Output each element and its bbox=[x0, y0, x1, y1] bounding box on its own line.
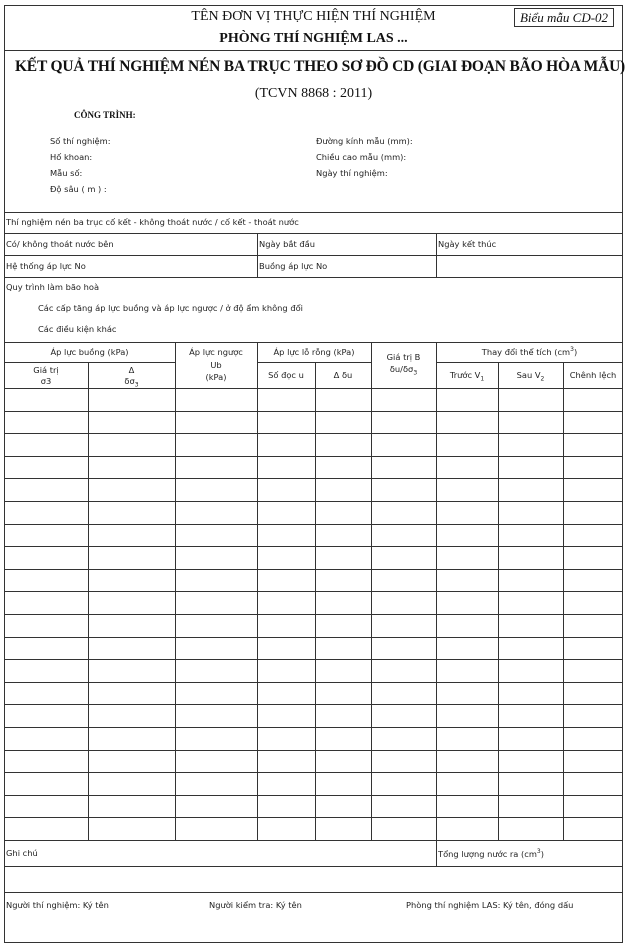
table-row bbox=[4, 591, 623, 592]
header-pore-pressure: Áp lực lỗ rỗng (kPa) bbox=[273, 347, 355, 357]
notes-label: Ghi chú bbox=[6, 848, 38, 858]
checker-signature: Người kiểm tra: Ký tên bbox=[209, 900, 302, 910]
divider bbox=[4, 866, 623, 867]
table-top-border bbox=[4, 342, 623, 343]
header-back-pressure-l3: (kPa) bbox=[205, 372, 227, 382]
column-divider bbox=[436, 342, 437, 866]
project-label: CÔNG TRÌNH: bbox=[74, 110, 136, 120]
column-divider bbox=[315, 362, 316, 840]
header-before-v1: Trước $V_1$ bbox=[449, 370, 485, 383]
header-b-value-l1: Giá trị B bbox=[386, 352, 421, 362]
header-volume-change: Thay đổi thể tích $(cm^3)$ bbox=[481, 346, 578, 357]
field-sample-diameter: Đường kính mẫu (mm): bbox=[316, 136, 413, 146]
lab-signature: Phòng thí nghiệm LAS: Ký tên, đóng dấu bbox=[406, 900, 574, 910]
header-delta-sigma3-l1: Δ bbox=[128, 365, 135, 375]
table-row bbox=[4, 614, 623, 615]
column-divider bbox=[563, 362, 564, 840]
table-row bbox=[4, 682, 623, 683]
pressure-cell-label: Buồng áp lực No bbox=[259, 261, 328, 271]
start-date-label: Ngày bắt đầu bbox=[259, 239, 315, 249]
header-difference: Chênh lệch bbox=[569, 370, 617, 380]
table-row bbox=[4, 659, 623, 660]
column-divider bbox=[371, 342, 372, 840]
table-row bbox=[4, 817, 623, 818]
field-depth: Độ sâu ( m ) : bbox=[50, 184, 107, 194]
field-test-date: Ngày thí nghiệm: bbox=[316, 168, 388, 178]
header-sigma3-l1: Giá trị bbox=[33, 365, 59, 375]
header-b-value-l2: $\delta u/\delta\sigma_3$ bbox=[389, 364, 418, 377]
header-reading-u: Số đọc u bbox=[268, 370, 304, 380]
divider bbox=[4, 233, 623, 234]
test-type-label: Thí nghiệm nén ba trục cố kết - không thoát nước / cố kết - thoát nước bbox=[6, 217, 299, 227]
table-row bbox=[4, 433, 623, 434]
divider bbox=[436, 362, 623, 363]
laboratory-name: PHÒNG THÍ NGHIỆM LAS ... bbox=[219, 31, 408, 46]
table-row bbox=[4, 411, 623, 412]
table-row bbox=[4, 727, 623, 728]
column-divider bbox=[175, 342, 176, 840]
standard-reference: (TCVN 8868 : 2011) bbox=[254, 86, 373, 101]
field-borehole: Hố khoan: bbox=[50, 152, 93, 162]
header-delta-sigma3-l2: $\delta\sigma_3$ bbox=[124, 376, 139, 389]
table-row bbox=[4, 524, 623, 525]
divider bbox=[4, 50, 623, 51]
table-row bbox=[4, 704, 623, 705]
form-code-badge: Biểu mẫu CD-02 bbox=[514, 8, 614, 27]
end-date-label: Ngày kết thúc bbox=[438, 239, 497, 249]
total-water-out-label: Tổng lượng nước ra $(cm^3)$ bbox=[438, 848, 544, 859]
organization-name: TÊN ĐƠN VỊ THỰC HIỆN THÍ NGHIỆM bbox=[191, 9, 436, 24]
divider bbox=[436, 233, 437, 277]
header-sigma3-l2: σ3 bbox=[40, 376, 52, 386]
tester-signature: Người thí nghiệm: Ký tên bbox=[6, 900, 109, 910]
table-row bbox=[4, 546, 623, 547]
column-divider bbox=[498, 362, 499, 840]
page-title: KẾT QUẢ THÍ NGHIỆM NÉN BA TRỤC THEO SƠ ĐỒ CD (GIAI ĐOẠN BÃO HÒA MẪU) bbox=[14, 58, 626, 75]
pressure-system-label: Hệ thống áp lực No bbox=[6, 261, 86, 271]
field-sample-height: Chiều cao mẫu (mm): bbox=[316, 152, 407, 162]
divider bbox=[4, 892, 623, 893]
header-back-pressure-l2: Ub bbox=[210, 360, 222, 370]
header-delta-u: Δ δu bbox=[333, 370, 353, 380]
table-row bbox=[4, 750, 623, 751]
table-row bbox=[4, 456, 623, 457]
table-row bbox=[4, 501, 623, 502]
table-row bbox=[4, 478, 623, 479]
divider bbox=[4, 255, 623, 256]
column-divider bbox=[257, 342, 258, 840]
divider bbox=[257, 233, 258, 277]
divider bbox=[257, 362, 371, 363]
table-row bbox=[4, 569, 623, 570]
header-back-pressure-l1: Áp lực ngược bbox=[189, 347, 243, 357]
header-after-v2: Sau $V_2$ bbox=[516, 370, 545, 383]
header-cell-pressure: Áp lực buồng (kPa) bbox=[50, 347, 129, 357]
divider bbox=[4, 362, 175, 363]
table-row bbox=[4, 637, 623, 638]
divider bbox=[4, 840, 623, 841]
procedure-step-1: Các cấp tăng áp lực buồng và áp lực ngược / ở độ ẩm không đổi bbox=[38, 303, 303, 313]
procedure-step-2: Các điều kiện khác bbox=[38, 324, 117, 334]
field-sample-number: Mẫu số: bbox=[50, 168, 83, 178]
divider bbox=[4, 277, 623, 278]
field-test-number: Số thí nghiệm: bbox=[50, 136, 111, 146]
column-divider bbox=[88, 362, 89, 840]
table-row bbox=[4, 795, 623, 796]
saturation-procedure-label: Quy trình làm bão hoà bbox=[6, 282, 100, 292]
side-drainage-label: Có/ không thoát nước bên bbox=[6, 239, 114, 249]
divider bbox=[4, 212, 623, 213]
table-row bbox=[4, 772, 623, 773]
